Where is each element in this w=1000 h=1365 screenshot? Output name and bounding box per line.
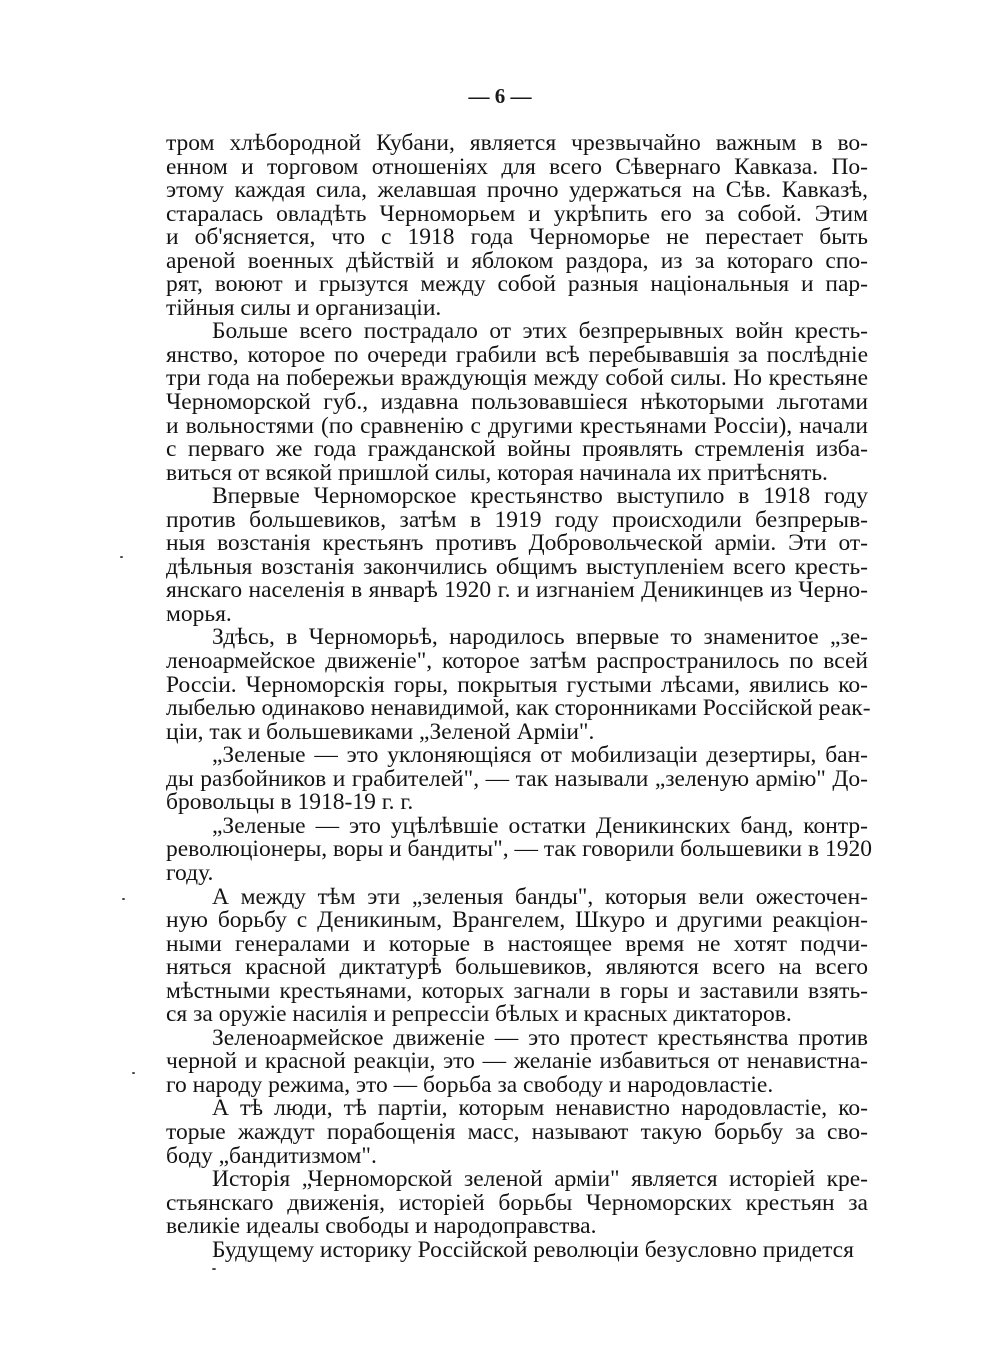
paragraph <box>166 1168 868 1239</box>
text-line: А тѣ люди, тѣ партіи, которым ненавистно народовластіе, ко- <box>212 1095 868 1122</box>
text-line: виться от всякой пришлой силы, которая начинала их притѣснять. <box>166 459 828 486</box>
text-line: дѣльныя возстанія закончились общимъ выступленіем всего кресть- <box>166 553 868 580</box>
text-line: старалась овладѣть Черноморьем и укрѣпить его за собой. Этим <box>166 200 868 227</box>
text-line: А между тѣм эти „зеленыя банды", которыя вели ожесточен- <box>212 883 868 910</box>
text-line: против большевиков, затѣм в 1919 году происходили безпрерыв- <box>166 506 868 533</box>
text-line: лыбелью одинаково ненавидимой, как сторонниками Россійской реак- <box>166 695 871 722</box>
text-line: черной и красной реакціи, это — желаніе избавиться от ненавистна- <box>166 1048 868 1075</box>
text-line: ныя возстанія крестьянъ противъ Добровольческой арміи. Эти от- <box>166 530 868 557</box>
text-line: и вольностями (по сравненію с другими крестьянами Россіи), начали <box>166 412 868 439</box>
text-line: и об'ясняется, что с 1918 года Черноморье не перестает быть <box>166 224 868 251</box>
text-line: стьянскаго движенія, исторіей борьбы Черноморских крестьян за <box>166 1189 868 1216</box>
text-line: тійныя силы и организаціи. <box>166 294 442 321</box>
text-line: го народу режима, это — борьба за свободу и народовластіе. <box>166 1071 774 1098</box>
text-line: Здѣсь, в Черноморьѣ, народилось впервые то знаменитое „зе- <box>212 624 868 651</box>
text-line: великіе идеалы свободы и народоправства. <box>166 1213 597 1240</box>
text-line: боду „бандитизмом". <box>166 1142 377 1169</box>
text-line: ды разбойников и грабителей", — так называли „зеленую армію" До- <box>166 765 868 792</box>
text-line: Зеленоармейское движеніе — это протест крестьянства против <box>212 1024 868 1051</box>
paragraph <box>166 812 872 886</box>
text-line: няться красной диктатурѣ большевиков, являются всего на всего <box>166 954 868 981</box>
text-line: ареной военных дѣйствій и яблоком раздора, из за котораго спо- <box>166 247 868 274</box>
text-line: ся за оружіе насилія и репрессіи бѣлых и красных диктаторов. <box>166 1001 792 1028</box>
page-body-text <box>166 130 872 1263</box>
paragraph <box>166 883 868 1028</box>
paragraph <box>166 1236 868 1263</box>
text-line: Будущему историку Россійской революціи безусловно придется <box>212 1236 854 1263</box>
text-line: году. <box>166 859 214 886</box>
print-speck <box>122 898 125 900</box>
paragraph <box>166 1097 868 1168</box>
text-line: с перваго же года гражданской войны проявлять стремленія изба- <box>166 436 868 463</box>
print-speck <box>212 1268 216 1270</box>
text-line: морья. <box>166 600 232 627</box>
paragraph <box>166 320 868 485</box>
text-line: Черноморской губ., издавна пользовавшіеся нѣкоторыми льготами <box>166 389 868 416</box>
text-line: ными генералами и которые в настоящее время не хотят подчи- <box>166 930 868 957</box>
text-line: торые жаждут порабощенія масс, называют такую борьбу за сво- <box>166 1118 868 1145</box>
text-line: Исторія „Черноморской зеленой арміи" является исторіей кре- <box>212 1166 868 1193</box>
text-line: ную борьбу с Деникиным, Врангелем, Шкуро и другими реакціон- <box>166 907 868 934</box>
text-line: три года на побережьи враждующія между собой силы. Но крестьяне <box>166 365 868 392</box>
paragraph <box>166 1024 868 1098</box>
text-line: бровольцы в 1918-19 г. г. <box>166 789 414 816</box>
text-line: янскаго населенія в январѣ 1920 г. и изгнаніем Деникинцев из Черно- <box>166 577 868 604</box>
text-line: ціи, так и большевиками „Зеленой Арміи". <box>166 718 595 745</box>
print-speck <box>132 1072 135 1074</box>
text-line: Больше всего пострадало от этих безпрерывных войн кресть- <box>212 318 868 345</box>
text-line: этому каждая сила, желавшая прочно удержаться на Сѣв. Кавказѣ, <box>166 177 868 204</box>
text-line: рят, воюют и грызутся между собой разныя національныя и пар- <box>166 271 868 298</box>
paragraph <box>166 744 868 815</box>
text-line: тром хлѣбородной Кубани, является чрезвычайно важным в во- <box>166 130 868 156</box>
text-line: мѣстными крестьянами, которых загнали в горы и заставили взять- <box>166 977 868 1004</box>
page-number: — 6 — <box>468 84 532 108</box>
text-line: Впервые Черноморское крестьянство выступило в 1918 году <box>212 483 868 510</box>
text-line: Россіи. Черноморскія горы, покрытыя густыми лѣсами, явились ко- <box>166 671 868 698</box>
text-line: леноармейское движеніе", которое затѣм распространилось по всей <box>166 648 868 675</box>
print-speck <box>120 556 123 558</box>
text-line: „Зеленые — это уклоняющіяся от мобилизаціи дезертиры, бан- <box>212 742 868 769</box>
text-line: енном и торговом отношеніях для всего Сѣвернаго Кавказа. По- <box>166 153 868 180</box>
paragraph <box>166 624 871 745</box>
text-line: революціонеры, воры и бандиты", — так говорили большевики в 1920 <box>166 836 872 863</box>
text-line: янство, которое по очереди грабили всѣ перебывавшія за послѣдніе <box>166 341 868 368</box>
paragraph <box>166 132 868 320</box>
text-line: „Зеленые — это уцѣлѣвшіе остатки Деникинских банд, контр- <box>212 812 868 839</box>
paragraph <box>166 485 868 626</box>
